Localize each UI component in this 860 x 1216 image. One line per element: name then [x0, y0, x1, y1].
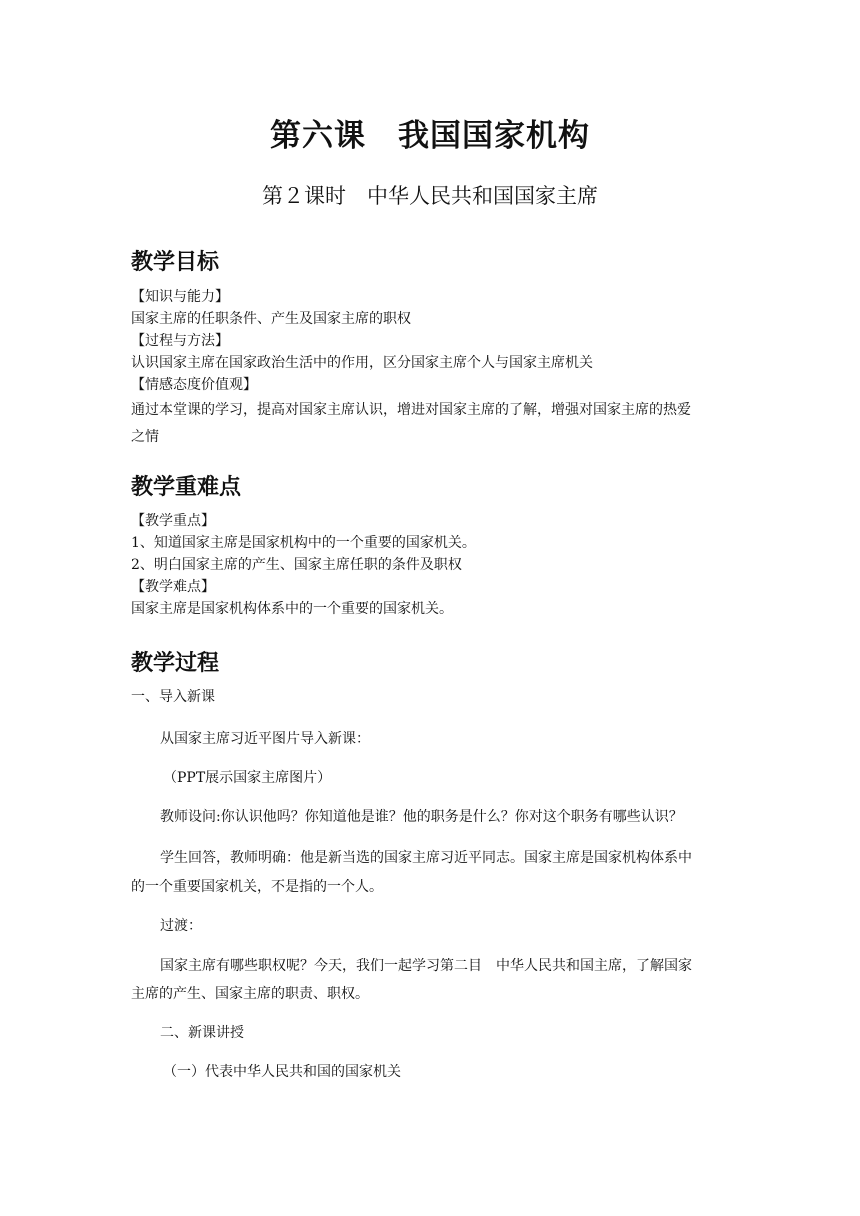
intro-paragraph: 从国家主席习近平图片导入新课： [160, 731, 370, 747]
emotion-text-line-2: 之情 [131, 429, 159, 445]
process-heading: 教学过程 [131, 651, 220, 676]
transition-line-2: 主席的产生、国家主席的职责、职权。 [131, 986, 369, 1002]
transition-line-1: 国家主席有哪些职权呢？今天，我们一起学习第二目 中华人民共和国主席，了解国家 [160, 958, 692, 974]
subsection-1-heading: （一）代表中华人民共和国的国家机关 [163, 1064, 401, 1080]
step-2-heading: 二、新课讲授 [160, 1025, 244, 1041]
process-label: 【过程与方法】 [131, 333, 229, 349]
keypoints-heading: 教学重难点 [131, 475, 242, 500]
key-label: 【教学重点】 [131, 513, 215, 529]
lesson-title: 第六课 我国国家机构 [270, 118, 590, 154]
difficult-label: 【教学难点】 [131, 579, 215, 595]
step-1-heading: 一、导入新课 [131, 689, 215, 705]
emotion-label: 【情感态度价值观】 [131, 377, 257, 393]
process-text: 认识国家主席在国家政治生活中的作用，区分国家主席个人与国家主席机关 [131, 355, 593, 371]
knowledge-text: 国家主席的任职条件、产生及国家主席的职权 [131, 311, 411, 327]
transition-label: 过渡： [160, 918, 202, 934]
emotion-text-line-1: 通过本堂课的学习，提高对国家主席认识，增进对国家主席的了解，增强对国家主席的热爱 [131, 402, 691, 418]
key-item-1: 1、知道国家主席是国家机构中的一个重要的国家机关。 [131, 535, 476, 551]
ppt-note: （PPT展示国家主席图片） [163, 770, 332, 786]
objectives-heading: 教学目标 [131, 250, 220, 275]
student-answer-line-1: 学生回答，教师明确：他是新当选的国家主席习近平同志。国家主席是国家机构体系中 [160, 850, 692, 866]
student-answer-line-2: 的一个重要国家机关，不是指的一个人。 [131, 879, 383, 895]
key-item-2: 2、明白国家主席的产生、国家主席任职的条件及职权 [131, 557, 462, 573]
knowledge-label: 【知识与能力】 [131, 289, 229, 305]
teacher-question: 教师设问:你认识他吗？你知道他是谁？他的职务是什么？你对这个职务有哪些认识？ [160, 809, 683, 825]
lesson-subtitle: 第２课时 中华人民共和国国家主席 [262, 184, 598, 208]
difficult-text: 国家主席是国家机构体系中的一个重要的国家机关。 [131, 601, 453, 617]
